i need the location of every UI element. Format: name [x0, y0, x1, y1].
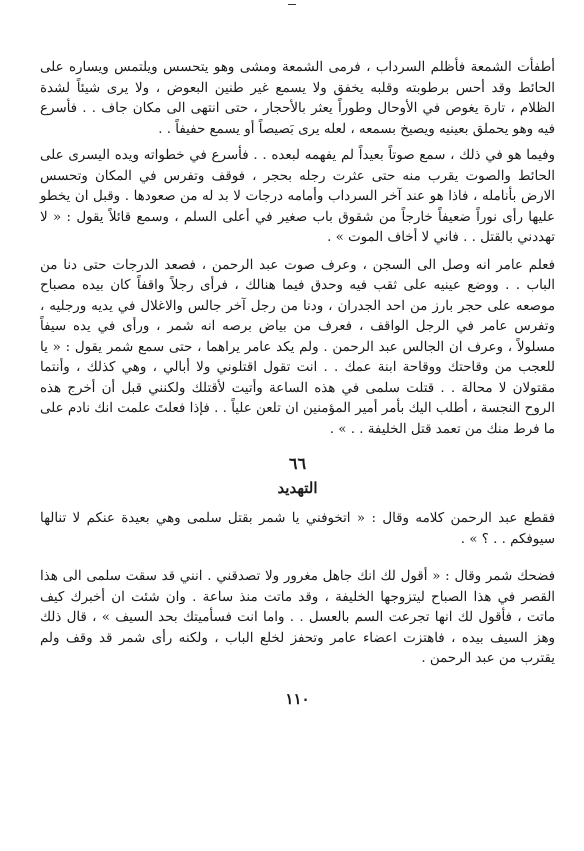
section-title: التهديد — [277, 479, 318, 497]
top-mark — [288, 0, 296, 5]
page-number: ١١٠ — [285, 689, 310, 708]
paragraph-gap — [40, 557, 555, 567]
paragraph-5: فضحك شمر وقال : « أقول لك انك جاهل مغرور ولا تصدقني . انني قد سقت سلمى الى هذا القصر في هذا الصباح ليتزوجها الخليفة ، وقد ماتت منذ ساعة . وان شئت ان أخبرك كيف ماتت ، فأقول لك انها تجرعت السم بالعسل . . واما انت فسأميتك بحد السيف » ، قال ذلك وهز السيف بيده ، فاهتزت اعضاء عامر وتحفز لخلع الباب ، ولكنه رأى شمر قد وقف ولم يقترب من عبد الرحمن . — [40, 569, 555, 666]
paragraph-4: فقطع عبد الرحمن كلامه وقال : « اتخوفني يا شمر بقتل سلمى وهي بعيدة عنكم لا تنالها سيوفكم . . ؟ » . — [40, 511, 555, 547]
page-body — [40, 58, 555, 838]
paragraph-3: فعلم عامر انه وصل الى السجن ، وعرف صوت عبد الرحمن ، فصعد الدرجات حتى دنا من الباب . . ووضع عينيه على ثقب فيه وحدق فيما هنالك ، فرأى رجلاً واقفاً كان بيده مصباح موصعه على حجر بارز من احد الجدران ، ودنا من رجل آخر جالس والاغلال في يديه ورجليه ، وتفرس عامر في الرجل الواقف ، فعرف من بياض برصه انه شمر ، ورأى في يده سيفاً مسلولاً ، وعرف ان الجالس عبد الرحمن . ولم يكد عامر يراهما ، حتى سمع شمر يقول : « يا للعجب من وقاحتك ووقاحة ابنة عمك . . انت تقول اقتلوني ولا أبالي ، وهي كذلك ، وأنتما مقتولان لا محالة . . قتلت سلمى في هذه الساعة وأتيت لأقتلك ولكنني قبل أن أخرج هذه الروح النجسة ، أطلب اليك بأمر أمير المؤمنين ان تلعن علياً . . فإذا فعلتَ علمت انك نادم على ما فرط منك من تعمد قتل الخليفة . . » . — [40, 257, 555, 437]
paragraph-2: وفيما هو في ذلك ، سمع صوتاً بعيداً لم يفهمه لبعده . . فأسرع في خطواته ويده اليسرى على الحائط والصوت يقرب منه حتى عثرت رجله بحجر ، فوقف وتفرس في المكان وتحسس الارض بأنامله ، فاذا هو عند آخر السرداب وأمامه درجات لا بد له من صعودها . وقبل ان يخطو عليها رأى نوراً ضعيفاً خارجاً من شقوق باب صغير في أعلى السلم ، وسمع قائلاً يقول : « لا تهددني بالقتل . . فاني لا أخاف الموت » . — [40, 148, 555, 245]
paragraph-1: أطفأت الشمعة فأظلم السرداب ، فرمى الشمعة ومشى وهو يتحسس ويلتمس ويساره على الحائط وقد أحس برطوبته وقلبه يخفق ولا يسمع غير طنين البعوض ، ولا يرى شيئاً لشدة الظلام ، تارة يغوص في الأوحال وطوراً يعثر بالأحجار ، حتى انتهى الى مكان جاف . . فأسرع فيه وهو يحملق بعينيه ويصيخ بسمعه ، لعله يرى بَصيصاً أو يسمع حفيفاً . . — [40, 60, 555, 137]
section-number: ٦٦ — [288, 454, 307, 473]
